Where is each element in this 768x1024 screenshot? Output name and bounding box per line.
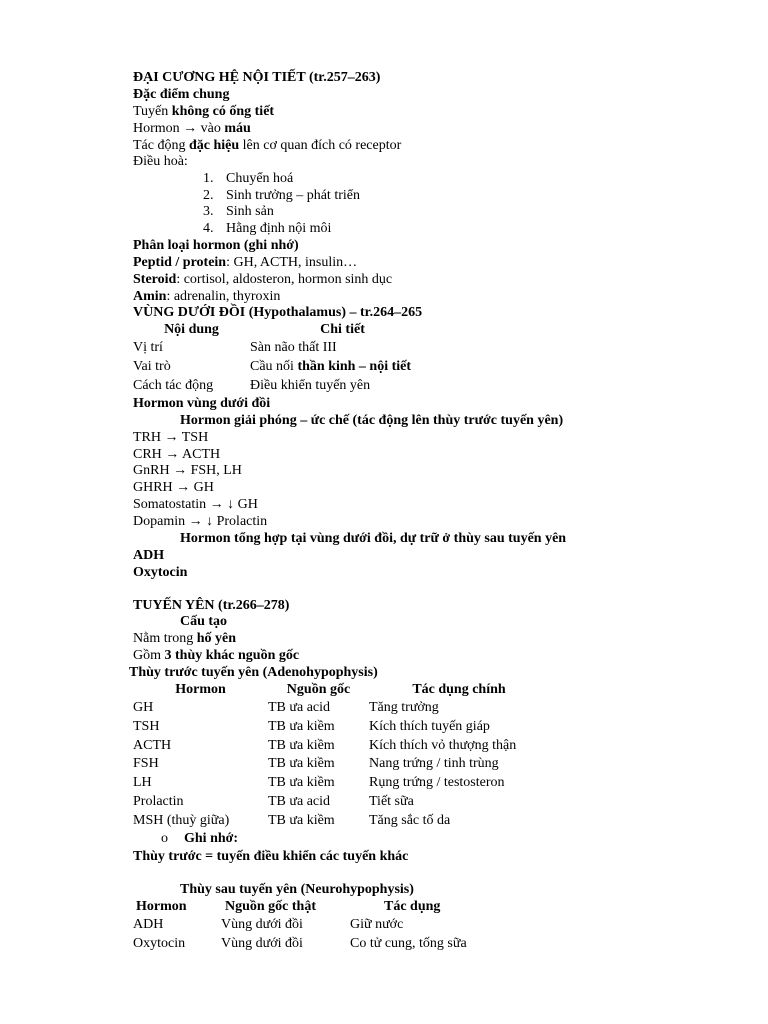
- hypothalamus-table: [133, 321, 435, 396]
- release-heading: Hormon giải phóng – ức chế (tác động lên thùy trước tuyến yên): [180, 413, 564, 428]
- table-cell: Vai trò: [133, 359, 171, 374]
- text: GnRH: [133, 463, 170, 478]
- table-header: Tác dụng chính: [412, 682, 506, 697]
- table-cell: Oxytocin: [133, 936, 186, 951]
- arrow-icon: →: [165, 447, 180, 462]
- table-cell: TB ưa kiềm: [268, 813, 335, 828]
- text: lên cơ quan đích có receptor: [239, 138, 402, 153]
- text: ↓ Prolactin: [206, 514, 268, 529]
- table-cell: Rụng trứng / testosteron: [369, 775, 505, 790]
- text: ACTH: [182, 447, 221, 462]
- arrow-icon: →: [209, 497, 224, 512]
- list-text: Sinh sản: [226, 204, 274, 219]
- hypothalamus-hormone-heading: Hormon vùng dưới đồi: [133, 396, 271, 411]
- arrow-icon: →: [176, 480, 191, 495]
- list-item: [203, 220, 332, 237]
- text: Somatostatin: [133, 497, 207, 512]
- table-cell: TB ưa kiềm: [268, 719, 335, 734]
- table-cell: TSH: [133, 719, 160, 734]
- table-cell: ADH: [133, 917, 164, 932]
- text: Tuyến: [133, 104, 172, 119]
- table-cell: Nang trứng / tinh trùng: [369, 756, 499, 771]
- list-number: 2.: [203, 188, 214, 203]
- table-header: Tác dụng: [384, 899, 441, 914]
- table-header: Hormon: [136, 899, 187, 914]
- arrow-icon: →: [173, 463, 188, 478]
- text: : GH, ACTH, insulin…: [226, 255, 358, 270]
- release-item: [133, 479, 214, 496]
- text: Dopamin: [133, 514, 186, 529]
- bullet-icon: o: [161, 831, 168, 846]
- arrow-icon: →: [183, 121, 198, 136]
- table-cell: TB ưa kiềm: [268, 738, 335, 753]
- text-bold: không có ống tiết: [171, 104, 275, 119]
- stored-item: Oxytocin: [133, 565, 188, 580]
- table-header: Nguồn gốc thật: [225, 899, 317, 914]
- table-cell: Co tử cung, tống sữa: [350, 936, 467, 951]
- structure-line-2: [133, 647, 299, 664]
- stored-heading: Hormon tổng hợp tại vùng dưới đồi, dự trữ ở thùy sau tuyến yên: [180, 531, 567, 546]
- pituitary-heading: TUYẾN YÊN (tr.266–278): [133, 598, 290, 613]
- table-cell: Cách tác động: [133, 378, 214, 393]
- table-cell: Tăng trưởng: [369, 700, 439, 715]
- list-text: Chuyển hoá: [226, 171, 294, 186]
- table-header: Nguồn gốc: [286, 682, 351, 697]
- text: GH: [193, 480, 214, 495]
- table-row: [133, 339, 435, 358]
- posterior-heading: Thùy sau tuyến yên (Neurohypophysis): [180, 882, 414, 897]
- posterior-pituitary-table: [133, 898, 524, 954]
- text: Nằm trong: [133, 631, 197, 646]
- text: ↓ GH: [227, 497, 258, 512]
- list-number: 1.: [203, 171, 214, 186]
- release-item: [133, 429, 208, 446]
- list-text: Hằng định nội môi: [226, 221, 332, 236]
- table-header-row: [133, 321, 435, 339]
- table-cell: Điều khiển tuyến yên: [250, 378, 371, 393]
- text-bold: máu: [224, 121, 251, 136]
- general-line-2: [133, 120, 251, 137]
- table-cell: ACTH: [133, 738, 172, 753]
- release-item: [133, 513, 267, 530]
- classify-amin: [133, 288, 280, 305]
- list-number: 3.: [203, 204, 214, 219]
- anterior-heading: Thùy trước tuyến yên (Adenohypophysis): [129, 665, 378, 680]
- table-row: [133, 774, 549, 793]
- table-row: [133, 699, 549, 718]
- classify-peptid: [133, 254, 357, 271]
- text: CRH: [133, 447, 162, 462]
- document-title: ĐẠI CƯƠNG HỆ NỘI TIẾT (tr.257–263): [133, 70, 381, 85]
- text: Tác động: [133, 138, 189, 153]
- table-cell: Vùng dưới đồi: [221, 936, 303, 951]
- table-cell: Vùng dưới đồi: [221, 917, 303, 932]
- text: TRH: [133, 430, 161, 445]
- table-header-row: [133, 898, 524, 916]
- table-cell: Giữ nước: [350, 917, 404, 932]
- table-cell: Prolactin: [133, 794, 184, 809]
- list-number: 4.: [203, 221, 214, 236]
- general-line-1: [133, 103, 274, 120]
- classify-heading: Phân loại hormon (ghi nhớ): [133, 238, 299, 253]
- table-header: Hormon: [175, 682, 226, 697]
- text: GHRH: [133, 480, 173, 495]
- text-bold: 3 thùy khác nguồn gốc: [164, 648, 300, 663]
- table-header-row: [133, 681, 549, 699]
- table-cell: FSH: [133, 756, 159, 771]
- table-row: [133, 916, 524, 935]
- hypothalamus-heading: VÙNG DƯỚI ĐỒI (Hypothalamus) – tr.264–265: [133, 305, 423, 320]
- table-row: [133, 737, 549, 755]
- text: Cầu nối: [250, 359, 298, 374]
- table-header: Chi tiết: [320, 322, 365, 337]
- table-cell: MSH (thuỳ giữa): [133, 813, 230, 828]
- arrow-icon: →: [164, 430, 179, 445]
- table-cell: Kích thích tuyến giáp: [369, 719, 490, 734]
- table-header: Nội dung: [164, 322, 219, 337]
- note-label: Ghi nhớ:: [184, 831, 239, 846]
- table-row: [133, 793, 549, 812]
- text-bold: đặc hiệu: [188, 138, 240, 153]
- list-text: Sinh trưởng – phát triển: [226, 188, 360, 203]
- structure-line-1: [133, 630, 236, 647]
- text: Gồm: [133, 648, 165, 663]
- table-cell: LH: [133, 775, 152, 790]
- list-item: [203, 187, 360, 204]
- list-item: [203, 203, 274, 220]
- table-cell: Tiết sữa: [369, 794, 414, 809]
- arrow-icon: →: [188, 514, 203, 529]
- general-line-3: [133, 137, 401, 154]
- table-cell: TB ưa acid: [268, 700, 331, 715]
- text-bold: thần kinh – nội tiết: [297, 359, 412, 374]
- table-row: [133, 358, 435, 377]
- text: Hormon: [133, 121, 184, 136]
- text: : adrenalin, thyroxin: [166, 289, 281, 304]
- table-cell: Sàn não thất III: [250, 340, 337, 355]
- text-bold: Peptid / protein: [133, 255, 227, 270]
- table-cell: GH: [133, 700, 154, 715]
- table-cell: Vị trí: [133, 340, 163, 355]
- table-row: [133, 755, 549, 774]
- list-item: [203, 170, 294, 187]
- table-row: [133, 718, 549, 737]
- table-row: [133, 935, 524, 954]
- text-bold: Steroid: [133, 272, 177, 287]
- note-text: Thùy trước = tuyến điều khiển các tuyến khác: [133, 849, 409, 864]
- table-cell: TB ưa acid: [268, 794, 331, 809]
- table-cell: TB ưa kiềm: [268, 775, 335, 790]
- release-item: [133, 462, 242, 479]
- text-bold: Amin: [133, 289, 167, 304]
- classify-steroid: [133, 271, 392, 288]
- text: : cortisol, aldosteron, hormon sinh dục: [176, 272, 393, 287]
- table-cell: Kích thích vỏ thượng thận: [369, 738, 517, 753]
- text: vào: [197, 121, 225, 136]
- text: FSH, LH: [190, 463, 242, 478]
- anterior-pituitary-table: [133, 681, 549, 830]
- stored-item: ADH: [133, 548, 165, 563]
- general-line-4: Điều hoà:: [133, 154, 188, 169]
- table-row: [133, 377, 435, 396]
- table-row: [133, 812, 549, 830]
- table-cell: Tăng sắc tố da: [369, 813, 451, 828]
- text-bold: hố yên: [196, 631, 237, 646]
- table-cell: TB ưa kiềm: [268, 756, 335, 771]
- text: TSH: [181, 430, 209, 445]
- table-cell: [250, 358, 435, 377]
- release-item: [133, 446, 220, 463]
- structure-heading: Cấu tạo: [180, 614, 228, 629]
- general-heading: Đặc điểm chung: [133, 87, 230, 102]
- release-item: [133, 496, 258, 513]
